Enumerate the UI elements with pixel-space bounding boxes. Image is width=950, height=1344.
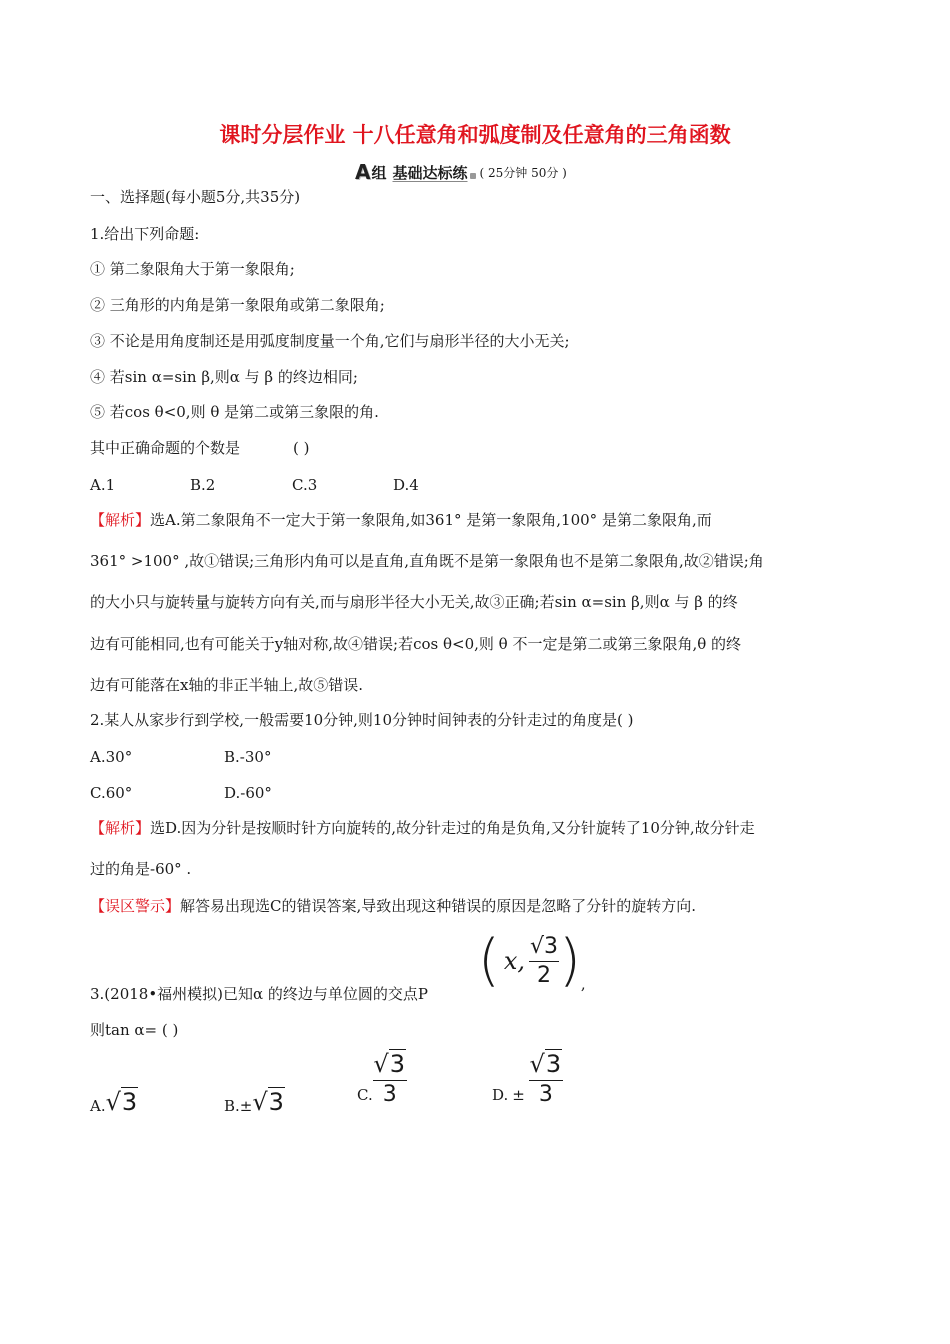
analysis-tag: 【解析】 — [90, 511, 151, 529]
q3-point — [478, 928, 586, 994]
fraction-numerator: √3 — [530, 933, 559, 959]
q1-item: ① 第二象限角大于第一象限角; — [90, 260, 295, 278]
point-y-fraction — [529, 935, 559, 988]
sqrt-expression: √3 — [529, 1050, 562, 1078]
point-trail: , — [580, 975, 586, 993]
q3-ask: 则tan α= ( ) — [90, 1021, 179, 1039]
q1-option-d: D.4 — [393, 476, 419, 494]
q1-stem: 1.给出下列命题: — [90, 225, 200, 243]
q3-option-c — [357, 1050, 407, 1107]
q2-analysis — [90, 818, 755, 838]
q2-option-d: D.-60° — [224, 784, 272, 802]
fraction-denominator: 3 — [382, 1082, 397, 1107]
radicand: 3 — [121, 1088, 138, 1116]
q1-item: ② 三角形的内角是第一象限角或第二象限角; — [90, 296, 385, 314]
section-badge — [355, 160, 567, 184]
left-paren: ( — [478, 928, 500, 993]
sqrt-expression: √3 — [105, 1088, 138, 1116]
option-label: B. — [224, 1097, 240, 1115]
q1-option-c: C.3 — [292, 476, 318, 494]
option-fraction — [529, 1050, 563, 1107]
q3-option-b — [224, 1088, 285, 1116]
option-label: A. — [90, 1097, 106, 1115]
q2-option-a: A.30° — [90, 748, 133, 766]
q2-option-b: B.-30° — [224, 748, 272, 766]
q1-ask: 其中正确命题的个数是 — [90, 439, 241, 457]
q2-analysis-line: 过的角是-60° . — [90, 860, 192, 878]
q1-item: ③ 不论是用角度制还是用弧度制度量一个角,它们与扇形半径的大小无关; — [90, 332, 570, 350]
analysis-text: 选D.因为分针是按顺时针方向旋转的,故分针走过的角是负角,又分针旋转了10分钟,故分针走 — [150, 819, 755, 837]
option-label: D. — [492, 1086, 509, 1104]
warning-text: 解答易出现选C的错误答案,导致出现这种错误的原因是忽略了分针的旋转方向. — [180, 897, 697, 915]
radicand: 3 — [268, 1088, 284, 1116]
fraction-bar — [529, 1080, 563, 1081]
fraction-bar — [529, 961, 559, 962]
sqrt-expression: √3 — [373, 1050, 405, 1078]
badge-letter: A — [355, 160, 371, 184]
radicand: 3 — [545, 1050, 562, 1078]
badge-dot-icon — [470, 173, 476, 179]
q1-answer-paren: ( ) — [293, 439, 310, 457]
q1-option-b: B.2 — [190, 476, 216, 494]
analysis-text: 选A.第二象限角不一定大于第一象限角,如361° 是第一象限角,100° 是第二象限角,而 — [150, 511, 712, 529]
q2-stem: 2.某人从家步行到学校,一般需要10分钟,则10分钟时间钟表的分针走过的角度是( ) — [90, 711, 634, 729]
fraction-denominator: 2 — [537, 962, 552, 988]
q1-analysis — [90, 510, 712, 530]
q2-option-c: C.60° — [90, 784, 133, 802]
q3-option-d — [492, 1050, 563, 1107]
option-label: C. — [357, 1086, 373, 1104]
q3-stem: 3.(2018•福州模拟)已知α 的终边与单位圆的交点P — [90, 985, 429, 1003]
q1-item: ⑤ 若cos θ<0,则 θ 是第二或第三象限的角. — [90, 403, 379, 421]
plus-minus: ± — [239, 1097, 253, 1115]
warning-tag: 【误区警示】 — [90, 897, 181, 915]
badge-time: ( 25分钟 50分 ) — [479, 165, 567, 180]
radicand: 3 — [389, 1050, 405, 1078]
plus-minus: ± — [512, 1086, 525, 1104]
badge-group: 组 — [371, 163, 387, 182]
q1-item: ④ 若sin α=sin β,则α 与 β 的终边相同; — [90, 368, 358, 386]
badge-label: 基础达标练 — [392, 163, 468, 182]
option-fraction — [373, 1050, 407, 1107]
page-title: 课时分层作业 十八任意角和弧度制及任意角的三角函数 — [219, 123, 731, 147]
fraction-denominator: 3 — [538, 1082, 553, 1107]
q1-analysis-line: 边有可能相同,也有可能关于y轴对称,故④错误;若cos θ<0,则 θ 不一定是第二或第三象限角,θ 的终 — [90, 635, 742, 653]
fraction-bar — [373, 1080, 407, 1081]
q3-option-a — [90, 1088, 138, 1116]
q2-warning — [90, 896, 696, 916]
sqrt-expression: √3 — [252, 1088, 284, 1116]
section-heading: 一、选择题(每小题5分,共35分) — [90, 188, 301, 206]
q1-analysis-line: 边有可能落在x轴的非正半轴上,故⑤错误. — [90, 676, 363, 694]
right-paren: ) — [559, 928, 581, 993]
point-x: x, — [503, 947, 526, 975]
q1-option-a: A.1 — [90, 476, 116, 494]
analysis-tag: 【解析】 — [90, 819, 151, 837]
q1-analysis-line: 361° >100° ,故①错误;三角形内角可以是直角,直角既不是第一象限角也不是第二象限角,故②错误;角 — [90, 552, 764, 570]
q1-analysis-line: 的大小只与旋转量与旋转方向有关,而与扇形半径大小无关,故③正确;若sin α=sin β,则α 与 β 的终 — [90, 593, 738, 611]
